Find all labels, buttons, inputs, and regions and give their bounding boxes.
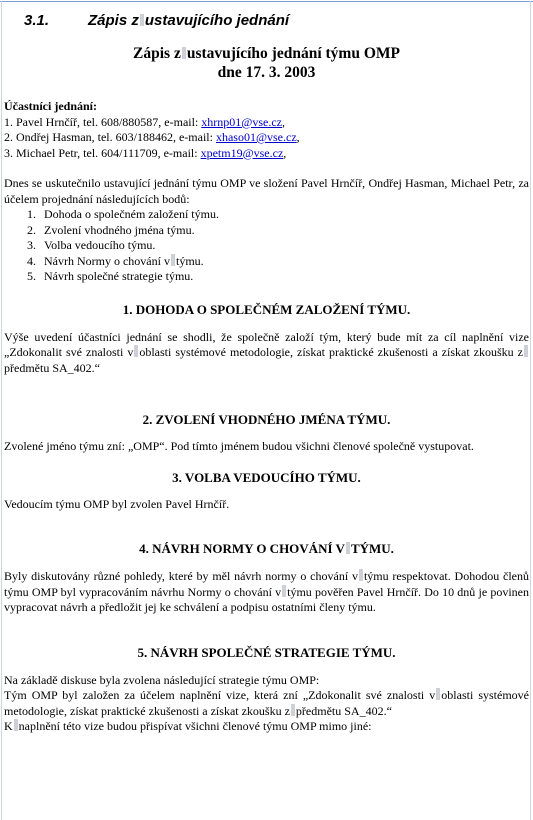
email-link[interactable]: xhrnp01@vse.cz <box>201 114 282 129</box>
tracking-mark <box>346 542 350 554</box>
tracking-mark <box>291 704 295 716</box>
agenda-item <box>4 207 529 223</box>
paragraph-4: Byly diskutovány různé pohledy, které by měl návrh normy o chování v týmu respektovat. Dohodou členů týmu OMP byl vypracováním návrhu Normy o chování v týmu pověřen Pavel Hrnčíř. Do 10 dnů je povinen vypracovat návrh a předložit jej ke schválení a podpisu ostatními členy týmu. <box>4 569 530 614</box>
email-link[interactable]: xpetm19@vse.cz <box>200 145 284 160</box>
section-title-a: Zápis z <box>88 12 139 29</box>
tracking-mark <box>359 569 363 581</box>
agenda-number: 3. <box>27 238 36 252</box>
agenda-text: Volba vedoucího týmu. <box>44 238 156 252</box>
paragraph-1: Výše uvedení účastníci jednání se shodli, že společně založí tým, který bude mít za cíl naplnění vize „Zdokonalit své znalosti v oblasti systémové metodologie, získat praktické zkušenosti a získat zkoušku zpředmětu SA_402.“ <box>4 329 529 375</box>
heading-1: 1. DOHODA O SPOLEČNÉM ZALOŽENÍ TÝMU. <box>122 301 411 317</box>
title-text-b: ustavujícího jednání týmu OMP <box>186 45 400 62</box>
participant-row <box>4 130 529 146</box>
tracking-mark <box>436 688 440 700</box>
participant-info: 1. Pavel Hrnčíř, tel. 608/880587, e-mail: <box>4 114 202 129</box>
agenda-text: Dohoda o společném založení týmu. <box>44 207 219 221</box>
paragraph-5-intro: Na základě diskuse byla zvolena následující strategie týmu OMP: <box>4 672 320 687</box>
heading-4: 4. NÁVRH NORMY O CHOVÁNÍ V TÝMU. <box>139 541 394 556</box>
agenda-number: 2. <box>27 222 36 237</box>
participant-info: 2. Ondřej Hasman, tel. 603/188462, e-mail: <box>4 130 216 144</box>
agenda-item <box>4 238 529 254</box>
heading-5: 5. NÁVRH SPOLEČNÉ STRATEGIE TÝMU. <box>137 644 396 660</box>
paragraph-2: Zvolené jméno týmu zní: „OMP“. Pod tímto jménem budou všichni členové společně vystupovat. <box>4 439 474 453</box>
agenda-number: 1. <box>27 207 36 221</box>
section-heading <box>24 13 529 35</box>
document-date: dne 17. 3. 2003 <box>217 64 316 81</box>
participants-label: Účastníci jednání: <box>4 99 97 113</box>
agenda-item <box>4 269 529 285</box>
participant-row <box>4 146 529 162</box>
agenda-number: 5. <box>27 269 36 283</box>
tracking-mark <box>171 254 175 266</box>
intro-paragraph: Dnes se uskutečnilo ustavující jednání týmu OMP ve složení Pavel Hrnčíř, Ondřej Hasman, Michael Petr, za účelem projednání následujících bodů: <box>4 176 529 206</box>
tracking-mark <box>140 14 144 26</box>
participant-info: 3. Michael Petr, tel. 604/111709, e-mail: <box>4 145 201 160</box>
page-top-border <box>0 1 533 2</box>
heading-3: 3. VOLBA VEDOUCÍHO TÝMU. <box>172 469 361 485</box>
agenda-item <box>4 254 529 270</box>
title-text-a: Zápis z <box>133 45 181 62</box>
tracking-mark <box>134 345 138 357</box>
participant-row <box>4 115 529 131</box>
document-title <box>4 44 529 63</box>
tracking-mark <box>524 345 528 357</box>
paragraph-3: Vedoucím týmu OMP byl zvolen Pavel Hrnčíř. <box>4 496 230 511</box>
tracking-mark <box>14 719 18 731</box>
agenda-list <box>4 207 529 285</box>
agenda-text: Zvolení vhodného jména týmu. <box>44 222 195 237</box>
agenda-text: Návrh společné strategie týmu. <box>44 269 194 283</box>
page-left-border <box>1 1 2 820</box>
paragraph-5-vision: Tým OMP byl založen za účelem naplnění vize, která zní „Zdokonalit své znalosti v oblasti systémové metodologie, získat praktické zkušenosti a získat zkoušku z předmětu SA_402.“ <box>4 688 529 718</box>
email-link[interactable]: xhaso01@vse.cz <box>215 130 297 144</box>
agenda-text: Návrh Normy o chování v týmu. <box>44 253 204 268</box>
section-title-b: ustavujícího jednání <box>144 12 290 29</box>
document-content <box>4 13 529 735</box>
tracking-mark <box>182 47 186 59</box>
heading-2: 2. ZVOLENÍ VHODNÉHO JMÉNA TÝMU. <box>142 412 391 427</box>
page-right-border <box>530 1 531 820</box>
agenda-number: 4. <box>27 253 36 268</box>
paragraph-5-closing: K naplnění této vize budou přispívat všichni členové týmu OMP mimo jiné: <box>4 719 372 733</box>
tracking-mark <box>282 585 286 597</box>
participant-suffix: , <box>282 114 285 129</box>
section-number: 3.1. <box>24 12 50 29</box>
participant-suffix: , <box>283 145 287 160</box>
agenda-item <box>4 223 529 239</box>
participant-suffix: , <box>296 130 300 144</box>
